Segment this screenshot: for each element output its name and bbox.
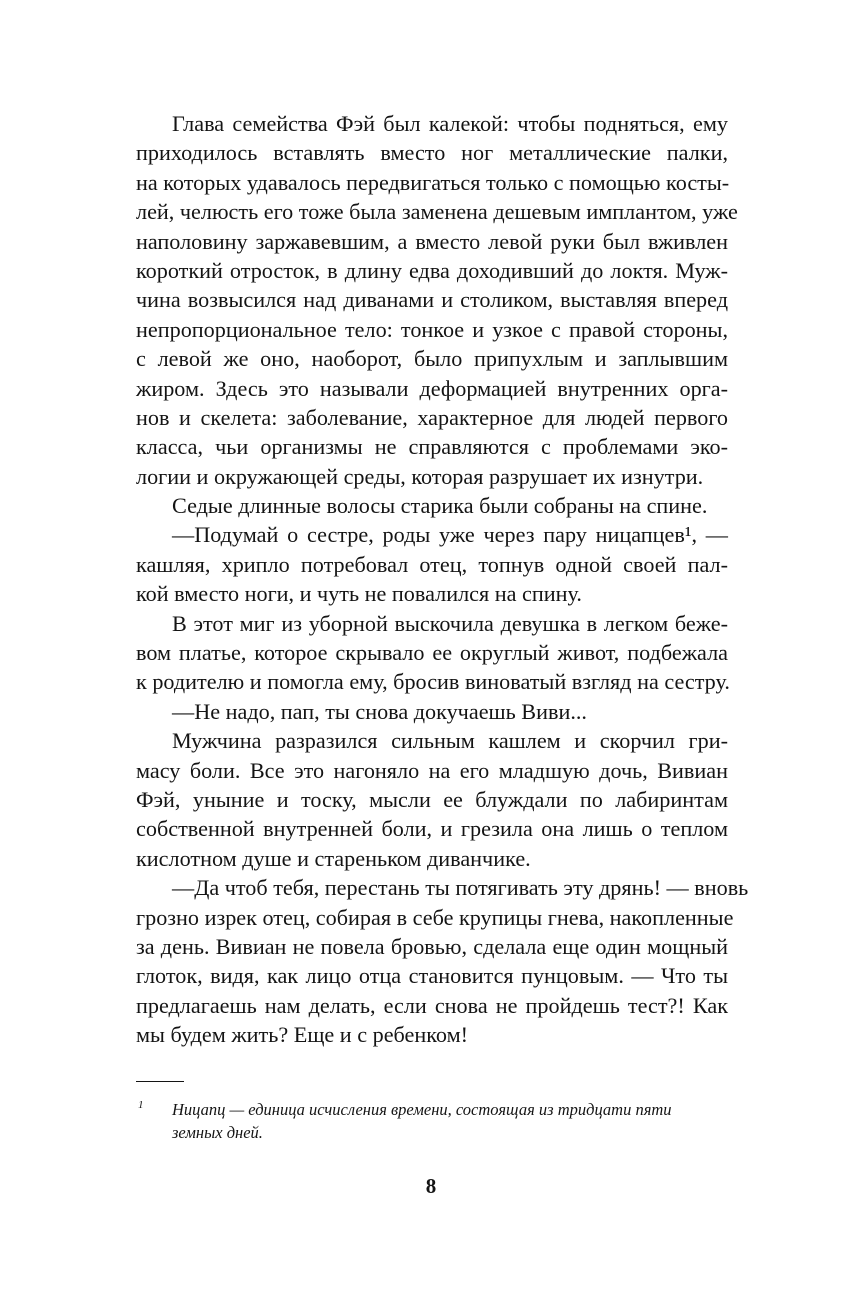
text-line: кашляя, хрипло потребовал отец, топнув одной своей пал- <box>136 551 728 577</box>
text-line: к родителю и помогла ему, бросив виноватый взгляд на сестру. <box>136 669 730 695</box>
footnote-line: земных дней. <box>172 1123 263 1142</box>
text-line: с левой же оно, наоборот, было припухлым и заплывшим <box>136 346 728 372</box>
text-line: лей, челюсть его тоже была заменена дешевым имплантом, уже <box>136 199 738 225</box>
text-line: Фэй, уныние и тоску, мысли ее блуждали по лабиринтам <box>136 786 728 812</box>
text-line: В этот миг из уборной выскочила девушка в легком беже- <box>172 610 728 636</box>
text-line: предлагаешь нам делать, если снова не пройдешь тест?! Как <box>136 992 728 1018</box>
text-line: —Не надо, пап, ты снова докучаешь Виви... <box>172 698 587 724</box>
text-line: чина возвысился над диванами и столиком, выставляя вперед <box>136 287 728 313</box>
text-line: грозно изрек отец, собирая в себе крупицы гнева, накопленные <box>136 904 734 930</box>
footnote-line: Ницапц — единица исчисления времени, состоящая из тридцати пяти <box>172 1100 672 1119</box>
text-line: приходилось вставлять вместо ног металлические палки, <box>136 140 728 166</box>
text-line: —Да чтоб тебя, перестань ты потягивать эту дрянь! — вновь <box>172 875 749 901</box>
page-number: 8 <box>425 1174 437 1198</box>
text-line: за день. Вивиан не повела бровью, сделала еще один мощный <box>136 933 728 959</box>
text-line: Глава семейства Фэй был калекой: чтобы подняться, ему <box>172 111 728 136</box>
text-line: нов и скелета: заболевание, характерное для людей первого <box>136 404 728 430</box>
text-line: короткий отросток, в длину едва доходивший до локтя. Муж- <box>136 257 728 283</box>
footnote-divider <box>136 1081 184 1082</box>
body-text <box>136 109 749 1050</box>
text-line: кислотном душе и стареньком диванчике. <box>136 845 531 871</box>
text-line: Седые длинные волосы старика были собраны на спине. <box>172 493 708 519</box>
text-line: кой вместо ноги, и чуть не повалился на спину. <box>136 581 582 607</box>
text-line: мы будем жить? Еще и с ребенком! <box>136 1022 469 1048</box>
text-line: масу боли. Все это нагоняло на его младшую дочь, Вивиан <box>136 757 728 783</box>
footnote <box>136 1098 736 1144</box>
text-line: класса, чьи организмы не справляются с проблемами эко- <box>136 434 728 460</box>
text-line: —Подумай о сестре, роды уже через пару ницапцев¹, — <box>172 522 728 548</box>
text-line: жиром. Здесь это называли деформацией внутренних орга- <box>136 375 728 401</box>
text-line: на которых удавалось передвигаться только с помощью косты- <box>136 169 730 195</box>
text-line: глоток, видя, как лицо отца становится пунцовым. — Что ты <box>136 963 728 989</box>
text-line: Мужчина разразился сильным кашлем и скорчил гри- <box>172 728 728 754</box>
text-line: логии и окружающей среды, которая разрушает их изнутри. <box>136 463 704 489</box>
text-line: собственной внутренней боли, и грезила она лишь о теплом <box>136 816 728 842</box>
text-line: наполовину заржавевшим, а вместо левой руки был вживлен <box>136 228 728 254</box>
text-line: непропорциональное тело: тонкое и узкое с правой стороны, <box>136 316 728 342</box>
footnote-mark: 1 <box>138 1099 144 1111</box>
text-line: вом платье, которое скрывало ее округлый живот, подбежала <box>136 640 728 666</box>
